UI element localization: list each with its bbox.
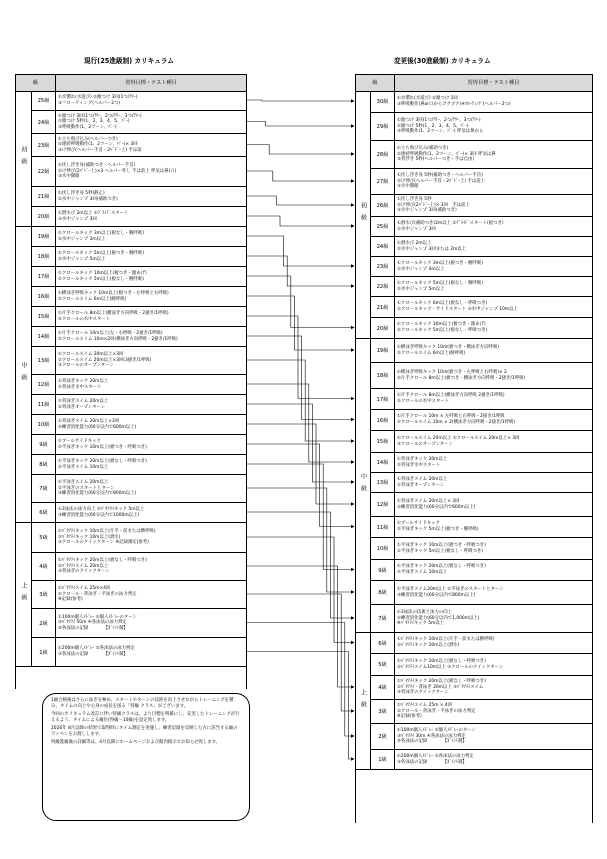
goal-line: ③水中開眼: [397, 184, 419, 190]
goal-line: ②ﾊﾞﾀﾌﾗｲキック 10m以上(潜水): [397, 643, 460, 648]
goal-line: ①100m個人ﾒﾄﾞﾚｰ ②個人ﾒﾄﾞﾚｰのターン: [58, 614, 137, 620]
goal-line: ③各泳法の記録 【ﾎﾟｲﾝﾄ制】: [397, 759, 467, 765]
goal-line: ①片手クロール 10m以上(左・右呼吸・2掻き/1呼吸): [58, 330, 163, 336]
goal-line: ①伏し浮き身 5秒: [397, 197, 432, 203]
goal-line: ①潜水び 2m以上: [397, 240, 432, 246]
grade-label: 13級: [32, 347, 56, 374]
goal-line: ②水中ジャンプ 4m以上: [397, 266, 445, 272]
mapping-arrow: [246, 145, 354, 155]
grade-label: 29級: [371, 113, 395, 140]
grade-label: 21級: [371, 297, 395, 317]
grade-label: 21級: [32, 187, 56, 206]
goal-line: ②連続呼吸動作(1、2ツーン、ﾊﾟｰ)× 3回: [58, 142, 138, 148]
grade-label: 22級: [32, 157, 56, 186]
goal-line: ①ﾊﾞﾀﾌﾗｲキック 10m以上(片手・前または横呼吸): [58, 529, 156, 535]
goal-line: ①横泳ぎ呼吸キック 10m以上(板つき・左呼吸と右呼吸): [58, 290, 169, 296]
grade-label: 16級: [371, 410, 395, 430]
grade-label: 30級: [371, 91, 395, 112]
goal-line: ①平泳ぎキック 20m以上(板なし・呼吸つき): [397, 564, 486, 570]
goal-line: ①クロールキック 10m以上(板つき・顔あげ): [397, 322, 486, 328]
grade-label: 10級: [371, 538, 395, 559]
goal-line: ③練習消化能力(60分以内で800m以上): [397, 592, 476, 598]
goal-line: ①水慣れ(水遊び) ②顔つけ 3回(1つ/ｱﾜｰ): [58, 94, 138, 100]
goal-line: ①ブールサイドキック: [58, 438, 101, 444]
mapping-arrow: [246, 384, 354, 462]
grade-label: 14級: [32, 327, 56, 346]
grade-label: 8級: [32, 455, 56, 474]
mapping-arrow: [246, 336, 354, 420]
goal-line: ③練習消化能力(60分以内で800m以上): [58, 491, 137, 497]
goal-line: ②水中ジャンプ 3m以上: [58, 236, 106, 242]
note-paragraph: 特級進級後の詳細等は、4月以降にホームページおよび館内掲示でお知らせ致します。: [51, 740, 221, 745]
goal-line: ①片手クロール 10m × 左呼吸と右呼吸・2掻き/1呼吸: [397, 414, 505, 420]
grade-label: 12級: [371, 493, 395, 516]
grade-label: 19級: [32, 227, 56, 246]
goal-line: ※記録(参考): [58, 597, 83, 603]
goal-line: ①クロールスイム 20m以上 ②クロールスイム 20m以上× 3回: [397, 435, 520, 441]
goal-line: ①ﾊﾞﾀﾌﾗｲスイム 25m × 4回: [397, 703, 453, 709]
mapping-arrow: [246, 404, 354, 482]
goal-line: ③背泳ぎのクイックターン: [58, 569, 110, 575]
goal-line: ②連続呼吸動作(1、2ツーン、ﾊﾟｰ)× 3回 呼気は鼻: [397, 151, 496, 157]
right-title: 変更後(30進級制) カリキュラム: [394, 57, 491, 65]
grade-label: 13級: [371, 473, 395, 492]
goal-line: ①潜水び(補助つき)2m以上 ②ｸﾞﾗｲﾄﾞスタート(板つき): [397, 220, 504, 226]
grade-label: 5級: [371, 654, 395, 675]
goal-line: ①平泳ぎスイム 20m以上: [58, 480, 109, 486]
grade-label: 17級: [32, 267, 56, 286]
grade-column-header: 級: [16, 75, 56, 91]
goal-line: ①平泳ぎスイム20m以上 ②平泳ぎのスタートとターン: [397, 586, 504, 592]
grade-label: 5級: [32, 523, 56, 552]
grade-label: 18級: [32, 247, 56, 266]
goal-line: ②背泳ぎ水中スタート: [397, 462, 441, 468]
goal-line: ⑤各泳法の記録 【ﾎﾟｲﾝﾄ制】: [58, 625, 128, 631]
special-class-note: [42, 693, 250, 821]
goal-line: ②クロールキック 5m以上(板なし・呼吸つき): [397, 328, 488, 333]
note-paragraph: 今回のカリキュラム改訂に伴い特級クラスは、より目標を明確にし、充実したトレーニングが行えるよう、タイムによる級位(得級～10級)を設定致します。: [51, 712, 240, 723]
goal-line: ③水中ジャンプ 3回: [58, 216, 97, 222]
goal-line: ①立ち飛び込み(ヘルパーつき): [58, 136, 118, 142]
goal-line: ②平泳ぎスイム 10m以上: [397, 570, 448, 575]
grade-label: 25級: [32, 91, 56, 110]
grade-label: 6級: [371, 633, 395, 653]
goal-line: ①ﾊﾞﾀﾌﾗｲキック 10m以上(板なし・呼吸つき): [397, 658, 486, 664]
mapping-arrow: [246, 360, 354, 441]
goal-line: ②片手クロール 8m以上(板つき・横泳ぎ方向呼吸・2掻き/1呼吸): [397, 375, 526, 381]
level-band: 上級: [16, 523, 32, 667]
goal-line: ①背泳ぎキック 20m以上: [58, 378, 109, 384]
goal-line: ②水中ジャンプ 5m以上: [397, 286, 445, 292]
goal-line: ②クロールスイム 6m以上(腕呼吸): [397, 350, 466, 356]
goal-line: ①200m個人ﾒﾄﾞﾚｰ ②各泳法の泳力判定: [397, 753, 474, 759]
goal-line: ②水中ジャンプ 3回または 2m以上: [397, 246, 467, 252]
goal-line: ②ﾊﾞﾀﾌﾗｲキック 10m以上(潜水): [58, 534, 121, 540]
mapping-arrow: [246, 276, 354, 328]
goal-line: ②平泳ぎスイム 10m以上: [58, 464, 109, 470]
goal-line: ③背浮き 5秒(ヘルパーつき・手は自由): [397, 157, 475, 163]
goal-line: ③クロールのオープンターン: [58, 363, 114, 369]
grade-label: 22級: [371, 277, 395, 296]
goal-line: ①3泳法の泳力向上 ②ﾊﾞﾀﾌﾗｲキック 5m以上: [58, 506, 145, 512]
grade-label: 9級: [32, 435, 56, 454]
goal-line: ②クロールスイム 6m以上(腕呼吸): [58, 296, 127, 302]
goal-line: ①顔つけ 3回(1つ/ｱﾜｰ、2つ/ｱﾜｰ、3つ/ｱﾜｰ): [397, 118, 481, 124]
goal-line: ①背泳ぎスイム 20m以上×3回: [58, 418, 120, 424]
goal-line: ①片手クロール 8m以上(横泳ぎ方向呼吸 2掻き/1呼吸): [397, 393, 505, 399]
goal-line: ②水中ジャンプ 5m以上: [58, 256, 106, 262]
grade-label: 3級: [32, 581, 56, 608]
goal-line: ①ﾊﾞﾀﾌﾗｲキック 20m以上(板なし・呼吸つき): [397, 679, 486, 685]
grade-label: 10級: [32, 415, 56, 434]
goal-line: ③フローティング(ヘルパー2つ): [58, 100, 121, 106]
grade-label: 25級: [371, 217, 395, 236]
goal-line: ③呼吸動作(1、2ツーン、ﾊﾟｰ) 呼気は鼻から: [397, 129, 484, 135]
level-band: 中級: [16, 227, 32, 523]
left-title: 現行(25進級制) カリキュラム: [84, 57, 174, 65]
goal-line: ②顔つけ 5秒(1、2、3、4、5、ﾊﾟｰ): [397, 123, 469, 129]
grade-label: 18級: [371, 363, 395, 388]
mapping-arrow: [246, 122, 354, 127]
goal-line: ①顔つけ 3回(1つ/ｱﾜｰ、2つ/ｱﾜｰ、3つ/ｱﾜｰ): [58, 113, 142, 119]
goal-line: ②クロールスイム 20m以上×3回(3掻き/1呼吸): [58, 357, 152, 363]
goal-line: ②け伸び(ヘルパー手首・2ﾊﾟﾄﾞｰ上) 手は前上: [397, 178, 486, 184]
mapping-arrow: [246, 296, 354, 350]
goal-line: ②水中ジャンプ 3回(補助つき): [58, 196, 118, 202]
goal-line: ③水中ジャンプ 3回(補助つき): [397, 208, 457, 214]
mapping-arrow: [246, 216, 354, 226]
goal-line: ②背泳ぎオープンターン: [397, 482, 445, 488]
goal-line: ①ﾊﾞﾀﾌﾗｲスイム 25m×4回: [58, 586, 111, 592]
grade-label: 14級: [371, 453, 395, 472]
grade-label: 16級: [32, 287, 56, 306]
grade-label: 24級: [371, 237, 395, 256]
grade-label: 4級: [371, 676, 395, 699]
goal-line: ①200m個人ﾒﾄﾞﾚｰ ②各泳法の泳力判定: [58, 646, 135, 652]
goal-column-header: 習得目標・テスト種目: [467, 80, 520, 86]
note-paragraph: 2026年 8月以降の結果で取得時にタイム測定を実施し、練習記録を反映した方に該当する級のワッペンをお渡しします。: [51, 726, 238, 737]
grade-label: 19級: [371, 339, 395, 362]
mapping-arrow: [246, 316, 354, 399]
grade-label: 3級: [371, 700, 395, 723]
goal-line: ①100m個人ﾒﾄﾞﾚｰ ②個人ﾒﾄﾞﾚｰのターン: [397, 728, 476, 734]
note-paragraph: 1級合格後はさらに泳ぎを極め、スタートやターンの技術を向上させながらトレーニングを積み、タイムの向上や心身の成長を図る「特級 クラス」がございます。: [51, 698, 234, 709]
goal-line: ②クロールキック・サイドスタート ③水中ジャンプ 10m以上: [397, 307, 518, 312]
grade-label: 24級: [32, 111, 56, 133]
goal-line: ①伏し浮き身(補助つき・ヘルパー手首): [58, 163, 136, 169]
goal-line: ①伏し浮き身 5秒(補助つき・ヘルパー手首): [397, 173, 483, 179]
mapping-arrow: [246, 256, 354, 286]
level-band: 初級: [356, 91, 371, 339]
goal-line: ①クロールキック 10m以上(板つき・顔あげ): [58, 270, 147, 276]
goal-line: ②背泳ぎ水中スタート: [58, 384, 102, 390]
goal-line: ①潜水び 2m以上 ②ｸﾞﾗｲﾄﾞスタート: [58, 210, 129, 216]
goal-line: ②クロールスイム 10m×2回(横泳ぎ方向呼吸・2掻き/1呼吸): [58, 336, 178, 342]
goal-line: ①片手クロール 8m以上(横泳ぎ方向呼吸・2掻き/1呼吸): [58, 310, 169, 316]
goal-line: ①クロールキック 6m以上(板なし・呼吸つき): [397, 301, 488, 307]
mapping-arrow: [246, 196, 354, 205]
goal-line: ②クロールの水中スタート: [58, 316, 111, 322]
goal-line: ③水中開眼: [58, 174, 80, 180]
goal-line: ①平泳ぎキック 10m以上(板つき・呼吸つき): [397, 542, 486, 548]
goal-line: ①クロールキック 5m以上(板なし・腕呼吸): [397, 280, 483, 286]
mapping-arrow: [246, 100, 354, 101]
mapping-arrow: [246, 171, 354, 181]
goal-line: ※記録(参考): [397, 714, 422, 720]
goal-line: ②平泳ぎキック 5m以上(板なし・呼吸つき): [397, 548, 483, 554]
goal-line: ②クロール・背泳ぎ・平泳ぎの泳力判定: [397, 708, 476, 714]
grade-label: 28級: [371, 141, 395, 168]
goal-line: ②クロールキック 5m以上(板なし・腕呼吸): [58, 276, 144, 282]
goal-line: ①水慣れ(水遊び) ②顔つけ 1回: [397, 95, 458, 101]
goal-line: ①クロールキック 3m以上(板つき・腕呼吸): [397, 260, 483, 266]
mapping-arrow: [246, 444, 354, 527]
goal-line: ②練習消化能力(60分以内で1,000m以上): [397, 615, 480, 621]
grade-label: 23級: [32, 134, 56, 156]
goal-line: ③クロールのオープンターン: [397, 441, 453, 447]
goal-line: ②ﾊﾞﾀﾌﾗｲスイム10m以上 ③クロールのクイックターン: [397, 664, 504, 670]
grade-label: 15級: [371, 431, 395, 452]
goal-line: ②クロールの水中スタート: [397, 399, 450, 404]
goal-line: ③クロールのクイックターン ※記録測定(参考): [58, 540, 149, 546]
level-band: 上級: [356, 633, 371, 770]
goal-line: ③ﾊﾞﾀﾌﾗｲ 50m ④各泳法の泳力判定: [58, 620, 127, 626]
goal-line: ⑤各泳法の記録 【ﾎﾟｲﾝﾄ制】: [397, 739, 467, 745]
goal-line: ②クロール・背泳ぎ・平泳ぎの泳力判定: [58, 591, 137, 597]
grade-label: 7級: [371, 605, 395, 632]
grade-label: 20級: [371, 318, 395, 338]
goal-line: ③各泳法の記録 【ﾎﾟｲﾝﾄ制】: [58, 652, 128, 657]
goal-line: ③呼吸動作(鼻or口からブクブク)④ﾌﾛｰﾃｨﾝｸﾞ(ヘルパー2つ): [397, 101, 511, 107]
grade-label: 1級: [32, 638, 56, 666]
goal-line: ①横泳ぎ呼吸キック 10m(板つき・左呼吸と右呼吸)× 2: [397, 369, 507, 375]
level-band: 中級: [356, 339, 371, 633]
grade-label: 12級: [32, 375, 56, 394]
goal-line: ②平泳ぎキック 5m以上(板つき・腕呼吸): [397, 527, 479, 532]
goal-line: ①背泳ぎスイム 20m以上: [397, 476, 448, 482]
grade-label: 27級: [371, 169, 395, 194]
goal-line: ①クロールキック 5m以上(板つき・腕呼吸): [58, 250, 144, 256]
goal-line: ②練習消化能力(60分以内で600m以上): [58, 424, 137, 430]
goal-line: ①平泳ぎキック 20m以上(板なし・呼吸つき): [58, 458, 147, 464]
goal-line: ②け伸び(2ﾊﾟﾄﾞｰ上)× 3回 手は前上: [397, 202, 470, 208]
goal-line: ②クロールスイム 10m × 2(横泳ぎ方向呼吸・2掻き/1呼吸): [397, 420, 516, 425]
goal-column-header: 習得目標・テスト種目: [125, 80, 177, 86]
grade-label: 11級: [32, 395, 56, 414]
grade-label: 6級: [32, 503, 56, 522]
grade-label: 9級: [371, 560, 395, 580]
level-band: 初級: [16, 91, 32, 227]
goal-line: ②練習消化能力(60分以内で600m以上): [397, 504, 476, 510]
mapping-arrow: [246, 464, 354, 570]
grade-label: 4級: [32, 553, 56, 580]
grade-label: 23級: [371, 257, 395, 276]
goal-line: ③ﾊﾞﾀﾌﾗｲ 30m ④各泳法の泳力判定: [397, 733, 466, 739]
goal-line: ③け伸び(ヘルパー手首・2ﾊﾟﾄﾞｰ上) 手は前: [58, 147, 142, 153]
goal-line: ①背泳ぎスイム 20m以上× 3回: [397, 498, 460, 504]
goal-line: ②平泳ぎキック 10m以上(板つき・呼吸つき): [58, 444, 147, 450]
goal-line: ②水中ジャンプ 3回: [397, 226, 436, 232]
grade-label: 11級: [371, 517, 395, 537]
goal-line: ①ブールサイドキック: [397, 521, 440, 527]
goal-line: ②け伸び(2ﾊﾟﾄﾞｰ上)×3 ヘルパー外し 手は前上 呼気は鼻(口): [58, 168, 177, 174]
mapping-arrow: [246, 566, 354, 687]
grade-label: 7級: [32, 475, 56, 502]
grade-label: 20級: [32, 207, 56, 226]
goal-line: ①ﾊﾞﾀﾌﾗｲキック 20m以上(板なし・呼吸つき): [58, 558, 147, 564]
goal-line: ①伏し浮き身 5秒(静止): [58, 190, 105, 196]
grade-label: 1級: [371, 750, 395, 769]
goal-line: ③呼吸動作(1、2ツーン、ﾊﾟｰ): [58, 124, 117, 130]
grade-label: 15級: [32, 307, 56, 326]
goal-line: ①ﾊﾞﾀﾌﾗｲキック 10m以上(片手・前または横呼吸): [397, 637, 495, 643]
goal-line: ①背泳ぎスイム 20m以上: [58, 398, 109, 404]
grade-label: 17級: [371, 389, 395, 409]
goal-line: ②顔つけ 5秒(1、2、3、4、5、ﾊﾟｰ): [58, 119, 130, 125]
grade-label: 2級: [32, 609, 56, 637]
goal-line: ③背泳ぎのクイックターン: [397, 690, 449, 696]
goal-line: ②ﾊﾞﾀﾌﾗｲスイム 20m以上: [58, 563, 109, 569]
grade-label: 2級: [371, 724, 395, 749]
goal-line: ①立ち飛び込み(補助つき): [397, 146, 449, 152]
grade-label: 8級: [371, 581, 395, 604]
goal-line: ①背泳ぎキック 20m以上: [397, 456, 448, 462]
goal-line: ※ﾊﾞﾀﾌﾗｲキック 5m以上: [397, 621, 445, 627]
goal-line: ①横泳ぎ呼吸キック 10m(板つき・横泳ぎ方向呼吸): [397, 344, 499, 350]
goal-line: ②平泳ぎのスタートとターン: [58, 485, 115, 491]
grade-label: 26級: [371, 195, 395, 216]
goal-line: ①クロールスイム 20m以上×3回: [58, 352, 124, 358]
grade-column-header: 級: [356, 75, 395, 91]
goal-line: ③練習消化能力(60分以内で1000m以上): [58, 512, 140, 518]
mapping-arrow: [246, 236, 354, 266]
goal-line: ②ﾊﾞﾀﾌﾗｲ・背泳ぎ 20m以上 ③ﾊﾞﾀﾌﾗｲスイム: [397, 684, 484, 690]
goal-line: ②背泳ぎオープンターン: [58, 404, 106, 410]
goal-line: ①3泳法の技術と泳力の向上: [397, 610, 453, 616]
goal-line: ①クロールキック 3m以上(板なし・腕呼吸): [58, 230, 144, 236]
